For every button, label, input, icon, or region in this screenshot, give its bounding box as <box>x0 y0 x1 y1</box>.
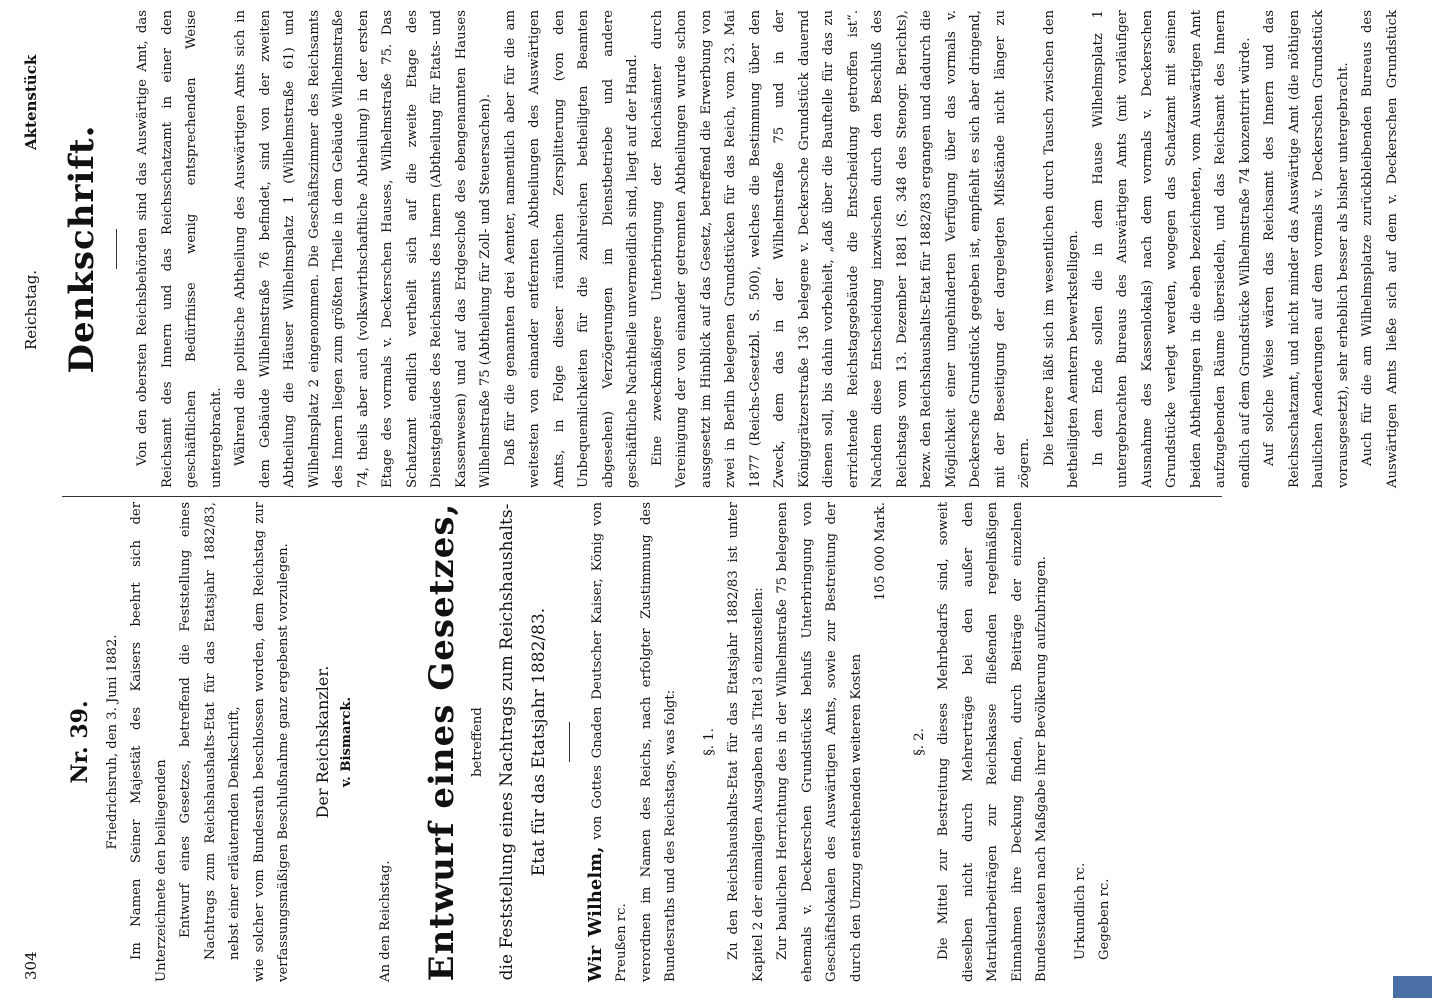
draft-description: Entwurf eines Gesetzes, betreffend die Feststellung eines Nachtrags zum Reichshaushalts-Etat für das Etatsjahr 1882/83, nebst einer erläuternden Denkschrift, <box>178 502 242 960</box>
document-number: Nr. 39. <box>67 700 93 784</box>
paragraph-2-text: Die Mittel zur Bestreitung dieses Mehrbedarfs sind, soweit dieselben nicht durch Mehrerträge bei den außer den Matrikularbeiträgen zur Reichskasse fließenden regelmäßigen Einnahmen ihre Deckung finden, durch Beiträge der einzelnen Bundesstaaten nach Maßgabe ihrer Bevölkerung aufzubringen. <box>936 502 1049 982</box>
dfg-logo <box>1393 976 1432 998</box>
title-rule <box>116 229 117 269</box>
separator-rule <box>569 722 570 762</box>
intro-text: Im Namen Seiner Majestät des Kaisers beehrt sich der Unterzeichnete den beiliegenden <box>129 502 169 982</box>
paragraph-2-heading: §. 2. <box>911 728 927 756</box>
verordnen-text: verordnen im Namen des Reichs, nach erfolgter Zustimmung des Bundesraths und des Reichstags, was folgt: <box>638 502 678 982</box>
paragraph-1-heading: §. 1. <box>701 728 717 756</box>
header-aktenstueck: Aktenstück <box>22 54 40 150</box>
header-reichstag: Reichstag. <box>22 269 40 350</box>
memorandum-para-2: Während die politische Abtheilung des Auswärtigen Amts sich in dem Gebäude Wilhelmstraße 76 befindet, sind von der zweiten Abtheilung die Häuser Wilhelmsplatz 1 (Wilhelmstraße 61) und Wilhelmsplatz 2 eingenommen. Die Geschäftszimmer des Reichsamts des Innern liegen zum größten Theile in dem Gebäude Wilhelmstraße 74, theils aber auch (volkswirthschaftliche Abtheilung) in der ersten Etage des vormals v. Deckerschen Hauses, Wilhelmstraße 75. Das Schatzamt endlich vertheilt sich auf die zweite Etage des Dienstgebäudes des Reichsamts des Innern (Abtheilung für Etats- und Kassenwesen) und auf das Erdgeschoß des ebengenannten Hauses Wilhelmstraße 75 (Abtheilung für Zoll- und Steuersachen). <box>233 10 493 488</box>
right-column <box>62 10 1400 488</box>
paragraph-1-amount: 105 000 Mark. <box>873 502 888 601</box>
page-header <box>22 20 46 980</box>
betreffend-label: betreffend <box>470 707 485 777</box>
memorandum-para-3: Daß für die genannten drei Aemter, namentlich aber für die am weitesten von einander entfernten Abtheilungen des Auswärtigen Amts, in Folge dieser räumlichen Zersplitterung (von den Unbequemlichkeiten für die zahlreichen betheiligten Beamten abgesehen) Verzögerungen im Dienstbetriebe und andere geschäftliche Nachtheile unvermeidlich sind, liegt auf der Hand. <box>502 10 640 488</box>
memorandum-para-5: Die letztere läßt sich im wesentlichen durch Tausch zwischen den betheiligten Aemtern bewerkstelligen. <box>1041 10 1081 488</box>
emperor-title: von Gottes Gnaden Deutscher Kaiser, König von Preußen rc. <box>589 502 629 982</box>
paragraph-1-text: Zu den Reichshaushalts-Etat für das Etatsjahr 1882/83 ist unter Kapitel 2 der einmaligen Ausgaben als Titel 3 einzustellen: <box>726 502 766 982</box>
signature-title: Der Reichskanzler. <box>312 665 332 819</box>
paragraph-1-item: Zur baulichen Herrichtung des in der Wilhelmstraße 75 belegenen ehemals v. Deckerschen Grundstücks behufs Unterbringung von Geschäftslokalen des Auswärtigen Amts, sowie zur Bestreitung der durch den Umzug entstehenden weiteren Kosten <box>775 502 864 982</box>
law-subject: die Feststellung eines Nachtrags zum Reichshaushalts-Etat für das Etatsjahr 1882/83. <box>496 503 549 981</box>
approval-text: wie solcher vom Bundesrath beschlossen worden, dem Reichstag zur verfassungsmäßigen Beschlußnahme ganz ergebenst vorzulegen. <box>251 502 291 982</box>
page-number: 304 <box>22 951 40 980</box>
memorandum-para-7: Auf solche Weise wären das Reichsamt des Innern und das Reichsschatzamt, und nicht minder das Auswärtige Amt (die nöthigen baulichen Aenderungen auf dem vormals v. Deckerschen Grundstück vorausgesetzt), sehr erheblich besser als bisher untergebracht. <box>1262 10 1351 488</box>
signature-name: v. Bismarck. <box>339 696 354 788</box>
law-draft-title: Entwurf eines Gesetzes, <box>422 502 462 982</box>
memorandum-para-8: Auch für die am Wilhelmsplatze zurückbleibenden Bureaus des Auswärtigen Amts ließe sich auf dem v. Deckerschen Grundstück <box>1360 10 1400 488</box>
memorandum-para-6: In dem Ende sollen die in dem Hause Wilhelmsplatz 1 untergebrachten Bureaus des Auswärtigen Amts (mit vorläufiger Ausnahme des Kassenlokals) nach dem vormals v. Deckerschen Grundstücke verlegt werden, wogegen das Schatzamt mit seinen beiden Abtheilungen in die eben bezeichneten, vom Auswärtigen Amt aufzugebenden Räume übersiedeln, und das Reichsamt des Innern endlich auf dem Grundstücke Wilhelmstraße 74 konzentrirt würde. <box>1090 10 1253 488</box>
dateline: Friedrichsruh, den 3. Juni 1882. <box>104 634 120 850</box>
emperor-name: Wir Wilhelm, <box>584 846 606 982</box>
addressee: An den Reichstag. <box>377 860 393 982</box>
gegeben: Gegeben rc. <box>1097 878 1112 960</box>
memorandum-para-1: Von den obersten Reichsbehörden sind das Auswärtige Amt, das Reichsamt des Innern und das Reichsschatzamt in einer den geschäftlichen Bedürfnisse wenig entsprechenden Weise untergebracht. <box>135 10 224 488</box>
column-divider <box>62 496 1222 497</box>
left-column <box>62 502 1212 982</box>
urkundlich: Urkundlich rc. <box>1072 862 1088 960</box>
digitization-note <box>1410 0 1432 1000</box>
memorandum-para-4: Eine zweckmäßigere Unterbringung der Reichsämter durch Vereinigung der von einander getrennten Abtheilungen wurde schon ausgesetzt im Hinblick auf das Gesetz, betreffend die Erwerbung von zwei in Berlin belegenen Grundstücken für das Reich, vom 23. Mai 1877 (Reichs-Gesetzbl. S. 500), welches die Bestimmung über den Zweck, dem das in der Wilhelmstraße 75 und in der Königgrätzerstraße 136 belegene v. Deckersche Grundstück dauernd dienen soll, bis dahin vorbehielt, „daß über die Bauftelle für das zu errichtende Reichstagsgebäude die Entscheidung getroffen ist“. Nachdem diese Entscheidung inzwischen durch den Beschluß des Reichstags vom 13. Dezember 1881 (S. 348 des Stenogr. Berichts), bezw. den Reichshaushalts-Etat für 1882/83 ergangen und dadurch die Möglichkeit einer ungehinderten Verfügung über das vormals v. Deckersche Grundstück gegeben ist, empfiehlt es sich aber dringend, mit der Beseitigung der dargelegten Mißstände nicht länger zu zögern. <box>649 10 1032 488</box>
memorandum-title: Denkschrift. <box>62 124 102 374</box>
